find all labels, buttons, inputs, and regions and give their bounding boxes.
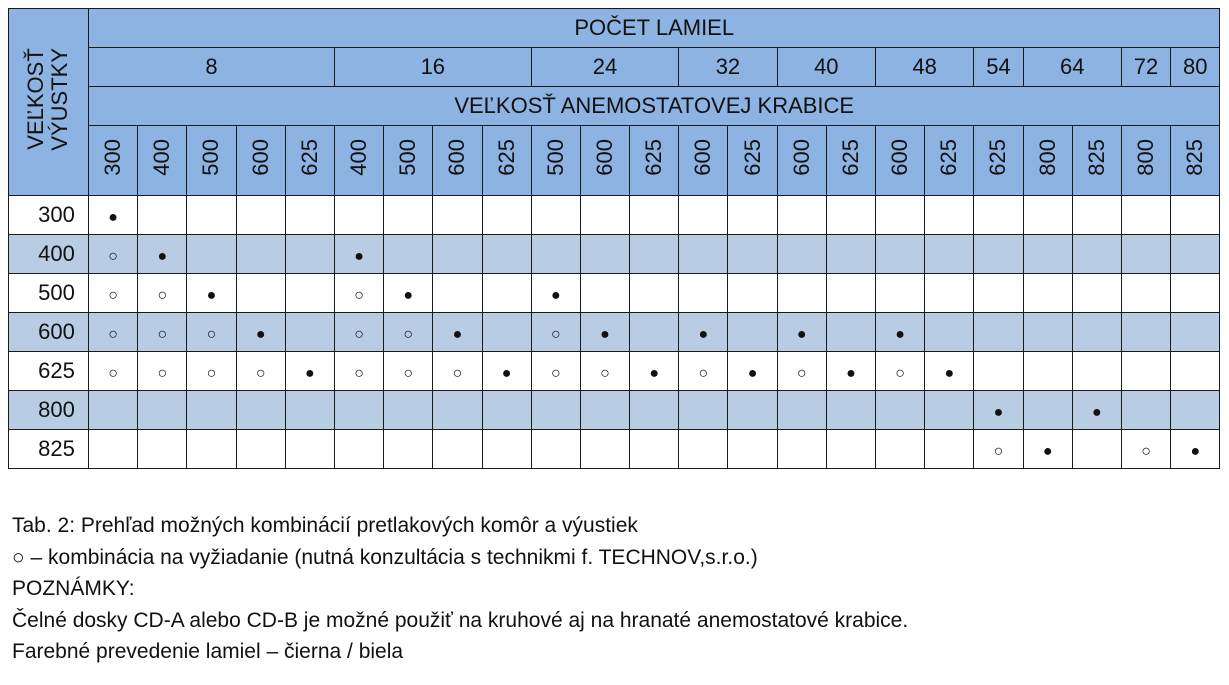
box-size-header [433, 126, 482, 196]
combination-cell [1023, 352, 1072, 391]
combination-cell [1023, 313, 1072, 352]
combination-cell [1171, 313, 1220, 352]
combination-cell [531, 313, 580, 352]
box-size-header [531, 126, 580, 196]
standard-mark: ● [698, 326, 709, 343]
standard-mark: ● [846, 365, 856, 382]
row-size-label: 625 [9, 352, 89, 391]
on-request-mark: ○ [108, 248, 118, 265]
box-size-header [777, 126, 826, 196]
standard-mark: ● [1190, 443, 1201, 460]
combination-cell [285, 313, 334, 352]
on-request-mark: ○ [698, 365, 709, 382]
row-size-label: 800 [9, 391, 89, 430]
combination-cell [482, 313, 531, 352]
box-size-header [630, 126, 679, 196]
table-row [9, 391, 1220, 430]
standard-mark: ● [550, 287, 561, 304]
on-request-mark: ○ [206, 365, 217, 382]
on-request-mark: ○ [550, 365, 561, 382]
on-request-mark: ○ [108, 365, 118, 382]
combination-cell [531, 430, 580, 469]
standard-mark: ● [206, 287, 217, 304]
combination-cell [531, 391, 580, 430]
combination-cell [777, 235, 826, 274]
combination-cell [630, 430, 679, 469]
box-size-header [138, 126, 187, 196]
combination-cell [89, 430, 138, 469]
box-size-title: VEĽKOSŤ ANEMOSTATOVEJ KRABICE [89, 87, 1220, 126]
on-request-mark: ○ [206, 326, 217, 343]
combination-cell [630, 235, 679, 274]
on-request-mark: ○ [403, 326, 414, 343]
table-row [9, 313, 1220, 352]
row-size-label: 825 [9, 430, 89, 469]
box-size-header [236, 126, 285, 196]
on-request-mark: ○ [157, 365, 168, 382]
box-size-header [89, 126, 138, 196]
combination-cell [1171, 352, 1220, 391]
table-caption [12, 510, 908, 668]
table-row [9, 235, 1220, 274]
on-request-mark: ○ [354, 365, 364, 382]
box-size-label: 625 [837, 139, 863, 176]
combination-cell [1121, 235, 1170, 274]
combination-cell [1072, 430, 1121, 469]
box-size-label: 825 [1182, 139, 1208, 176]
box-size-header [728, 126, 777, 196]
combination-cell [777, 274, 826, 313]
combination-cell [777, 313, 826, 352]
box-size-label: 625 [493, 139, 519, 176]
combination-cell [826, 352, 875, 391]
combination-cell [728, 235, 777, 274]
combination-cell [89, 391, 138, 430]
row-header-label [24, 48, 72, 151]
on-request-mark: ○ [796, 365, 807, 382]
combination-cell [580, 352, 629, 391]
combination-cell [236, 313, 285, 352]
combination-cell [1072, 391, 1121, 430]
table-row [9, 196, 1220, 235]
combination-cell [925, 196, 974, 235]
standard-mark: ● [600, 326, 610, 343]
combination-cell [384, 313, 433, 352]
combination-cell [925, 391, 974, 430]
combination-cell [728, 391, 777, 430]
combination-cell [531, 235, 580, 274]
combination-cell [1023, 196, 1072, 235]
combination-cell [433, 352, 482, 391]
combination-cell [384, 235, 433, 274]
box-size-label: 800 [1133, 139, 1159, 176]
standard-mark: ● [747, 365, 758, 382]
combination-cell [1171, 196, 1220, 235]
combination-cell [138, 391, 187, 430]
combination-cell [1171, 274, 1220, 313]
combination-cell [334, 391, 383, 430]
combination-cell [89, 352, 138, 391]
on-request-mark: ○ [157, 287, 168, 304]
row-size-label: 400 [9, 235, 89, 274]
combination-cell [138, 352, 187, 391]
standard-mark: ● [993, 404, 1004, 421]
box-size-label: 800 [1034, 139, 1060, 176]
combination-cell [433, 391, 482, 430]
combination-cell [285, 352, 334, 391]
standard-mark: ● [157, 248, 168, 265]
combination-cell [1171, 430, 1220, 469]
caption-title: Tab. 2: Prehľad možných kombinácií pretlakových komôr a výustiek [12, 514, 638, 537]
lamella-count-54: 54 [974, 48, 1023, 87]
combination-cell [236, 274, 285, 313]
combination-cell [1171, 391, 1220, 430]
row-header-line-1: VEĽKOSŤ [23, 48, 49, 150]
standard-mark: ● [501, 365, 512, 382]
table-row [9, 352, 1220, 391]
combination-cell [236, 235, 285, 274]
combination-cell [433, 313, 482, 352]
combination-cell [630, 313, 679, 352]
combination-cell [482, 235, 531, 274]
combination-cell [285, 430, 334, 469]
on-request-mark: ○ [354, 287, 364, 304]
caption-note-1: Čelné dosky CD-A alebo CD-B je možné použiť na kruhové aj na hranaté anemostatové krabice. [12, 608, 909, 632]
combination-cell [89, 235, 138, 274]
combination-cell [630, 352, 679, 391]
standard-mark: ● [255, 326, 266, 343]
standard-mark: ● [305, 365, 315, 382]
on-request-mark: ○ [157, 326, 168, 343]
combination-cell [1121, 430, 1170, 469]
combination-cell [974, 430, 1023, 469]
on-request-mark: ○ [993, 443, 1004, 460]
combination-cell [482, 391, 531, 430]
combination-cell [580, 235, 629, 274]
box-size-label: 500 [198, 139, 224, 176]
box-size-label: 500 [395, 139, 421, 176]
combination-cell [728, 430, 777, 469]
combination-cell [187, 274, 236, 313]
box-size-label: 500 [542, 139, 568, 176]
combination-cell [630, 196, 679, 235]
box-size-label: 600 [444, 139, 470, 176]
combination-cell [187, 313, 236, 352]
combination-cell [89, 313, 138, 352]
box-size-header [1072, 126, 1121, 196]
on-request-mark: ○ [600, 365, 610, 382]
combination-cell [876, 391, 925, 430]
combination-cell [138, 235, 187, 274]
combination-cell [334, 235, 383, 274]
combination-cell [679, 313, 728, 352]
on-request-mark: ○ [1141, 443, 1151, 460]
box-size-header [580, 126, 629, 196]
combination-cell [285, 391, 334, 430]
box-size-header [334, 126, 383, 196]
combination-cell [187, 196, 236, 235]
combination-cell [138, 430, 187, 469]
combination-cell [728, 313, 777, 352]
combination-cell [1023, 235, 1072, 274]
box-size-header [285, 126, 334, 196]
combination-cell [876, 196, 925, 235]
combination-cell [925, 235, 974, 274]
lamella-count-80: 80 [1171, 48, 1220, 87]
combination-cell [1121, 274, 1170, 313]
lamella-count-8: 8 [89, 48, 335, 87]
combination-cell [580, 196, 629, 235]
row-header-line-2: VÝUSTKY [47, 47, 73, 151]
combination-cell [728, 196, 777, 235]
combination-cell [630, 391, 679, 430]
combination-cell [433, 196, 482, 235]
box-size-header [826, 126, 875, 196]
on-request-mark: ○ [354, 326, 364, 343]
combination-cell [187, 352, 236, 391]
combination-cell [679, 235, 728, 274]
standard-mark: ● [452, 326, 463, 343]
combination-cell [285, 196, 334, 235]
combination-cell [826, 313, 875, 352]
combination-cell [925, 430, 974, 469]
combination-cell [482, 352, 531, 391]
box-size-label: 625 [296, 139, 322, 176]
combination-cell [925, 274, 974, 313]
combination-cell [1072, 313, 1121, 352]
combination-cell [384, 352, 433, 391]
combination-cell [580, 274, 629, 313]
row-size-label: 600 [9, 313, 89, 352]
box-size-label: 400 [149, 139, 175, 176]
row-size-label: 500 [9, 274, 89, 313]
combination-cell [679, 352, 728, 391]
box-size-label: 400 [346, 139, 372, 176]
combination-cell [1023, 274, 1072, 313]
box-size-header [1121, 126, 1170, 196]
table-row [9, 430, 1220, 469]
combination-cell [187, 391, 236, 430]
standard-mark: ● [796, 326, 807, 343]
combination-cell [138, 196, 187, 235]
combination-cell [187, 430, 236, 469]
combination-cell [826, 274, 875, 313]
lamella-count-40: 40 [777, 48, 875, 87]
combination-cell [679, 274, 728, 313]
box-size-label: 625 [985, 139, 1011, 176]
combination-cell [974, 274, 1023, 313]
combination-cell [1072, 196, 1121, 235]
combination-cell [1072, 274, 1121, 313]
box-size-label: 600 [591, 139, 617, 176]
caption-note-2: Farebné prevedenie lamiel – čierna / biela [12, 640, 404, 663]
combination-cell [728, 274, 777, 313]
caption-notes-heading: POZNÁMKY: [12, 577, 135, 600]
on-request-mark: ○ [403, 365, 414, 382]
combination-cell [974, 196, 1023, 235]
combination-cell [1121, 313, 1170, 352]
combination-cell [1121, 391, 1170, 430]
combination-cell [580, 430, 629, 469]
combination-cell [482, 196, 531, 235]
box-size-label: 625 [641, 139, 667, 176]
standard-mark: ● [649, 365, 659, 382]
combination-cell [285, 274, 334, 313]
box-size-label: 600 [788, 139, 814, 176]
lamella-count-72: 72 [1121, 48, 1170, 87]
combination-cell [826, 196, 875, 235]
combination-cell [974, 235, 1023, 274]
combination-cell [89, 196, 138, 235]
on-request-mark: ○ [550, 326, 561, 343]
on-request-mark: ○ [452, 365, 463, 382]
combination-cell [384, 196, 433, 235]
combination-cell [482, 274, 531, 313]
lamella-count-32: 32 [679, 48, 777, 87]
combination-cell [384, 391, 433, 430]
combination-cell [384, 430, 433, 469]
row-size-label: 300 [9, 196, 89, 235]
caption-legend: ○ – kombinácia na vyžiadanie (nutná konzultácia s technikmi f. TECHNOV,s.r.o.) [12, 545, 758, 569]
combination-cell [236, 430, 285, 469]
combination-cell [876, 235, 925, 274]
standard-mark: ● [1042, 443, 1053, 460]
standard-mark: ● [944, 365, 955, 382]
standard-mark: ● [403, 287, 414, 304]
combination-cell [1072, 235, 1121, 274]
box-size-label: 600 [690, 139, 716, 176]
box-size-label: 625 [739, 139, 765, 176]
combination-cell [334, 196, 383, 235]
box-size-header [1171, 126, 1220, 196]
on-request-mark: ○ [895, 365, 905, 382]
standard-mark: ● [895, 326, 905, 343]
combination-cell [531, 352, 580, 391]
combination-cell [925, 313, 974, 352]
box-size-header [925, 126, 974, 196]
combination-cell [334, 430, 383, 469]
lamella-count-48: 48 [876, 48, 974, 87]
combination-cell [876, 274, 925, 313]
box-size-label: 600 [247, 139, 273, 176]
combination-cell [876, 313, 925, 352]
box-size-label: 625 [936, 139, 962, 176]
box-size-header [1023, 126, 1072, 196]
on-request-mark: ○ [108, 326, 118, 343]
combination-cell [580, 391, 629, 430]
standard-mark: ● [1092, 404, 1102, 421]
combination-cell [826, 430, 875, 469]
box-size-header [384, 126, 433, 196]
box-size-label: 300 [100, 139, 126, 176]
combination-cell [1171, 235, 1220, 274]
box-size-header [876, 126, 925, 196]
combination-cell [433, 274, 482, 313]
combination-cell [1121, 352, 1170, 391]
box-size-label: 600 [887, 139, 913, 176]
box-size-header [482, 126, 531, 196]
combination-cell [777, 391, 826, 430]
combination-table [8, 8, 1220, 469]
box-size-header [974, 126, 1023, 196]
combination-cell [1023, 391, 1072, 430]
combination-cell [925, 352, 974, 391]
combination-cell [679, 391, 728, 430]
box-size-header [187, 126, 236, 196]
box-size-label: 825 [1083, 139, 1109, 176]
combination-cell [777, 430, 826, 469]
lamella-count-16: 16 [334, 48, 531, 87]
combination-cell [679, 430, 728, 469]
row-header-cell [9, 9, 89, 196]
combination-cell [531, 196, 580, 235]
combination-cell [826, 235, 875, 274]
combination-cell [482, 430, 531, 469]
combination-cell [580, 313, 629, 352]
combination-cell [679, 196, 728, 235]
combination-cell [777, 352, 826, 391]
combination-cell [777, 196, 826, 235]
combination-cell [384, 274, 433, 313]
combination-cell [974, 391, 1023, 430]
combination-cell [826, 391, 875, 430]
combination-cell [876, 352, 925, 391]
combination-cell [433, 430, 482, 469]
combination-cell [1072, 352, 1121, 391]
combination-cell [285, 235, 334, 274]
lamella-count-24: 24 [531, 48, 679, 87]
combination-cell [138, 274, 187, 313]
combination-cell [630, 274, 679, 313]
lamella-count-64: 64 [1023, 48, 1121, 87]
lamella-count-title: POČET LAMIEL [89, 9, 1220, 48]
combination-cell [89, 274, 138, 313]
combination-cell [531, 274, 580, 313]
combination-cell [236, 391, 285, 430]
combination-cell [334, 313, 383, 352]
combination-cell [236, 352, 285, 391]
combination-cell [187, 235, 236, 274]
combination-cell [728, 352, 777, 391]
combination-cell [1121, 196, 1170, 235]
combination-cell [138, 313, 187, 352]
combination-cell [433, 235, 482, 274]
standard-mark: ● [108, 209, 118, 226]
combination-cell [974, 352, 1023, 391]
table-row [9, 274, 1220, 313]
combination-cell [1023, 430, 1072, 469]
combination-cell [236, 196, 285, 235]
combination-cell [876, 430, 925, 469]
on-request-mark: ○ [108, 287, 118, 304]
standard-mark: ● [354, 248, 364, 265]
combination-cell [334, 352, 383, 391]
on-request-mark: ○ [255, 365, 266, 382]
combination-cell [974, 313, 1023, 352]
combination-cell [334, 274, 383, 313]
box-size-header [679, 126, 728, 196]
